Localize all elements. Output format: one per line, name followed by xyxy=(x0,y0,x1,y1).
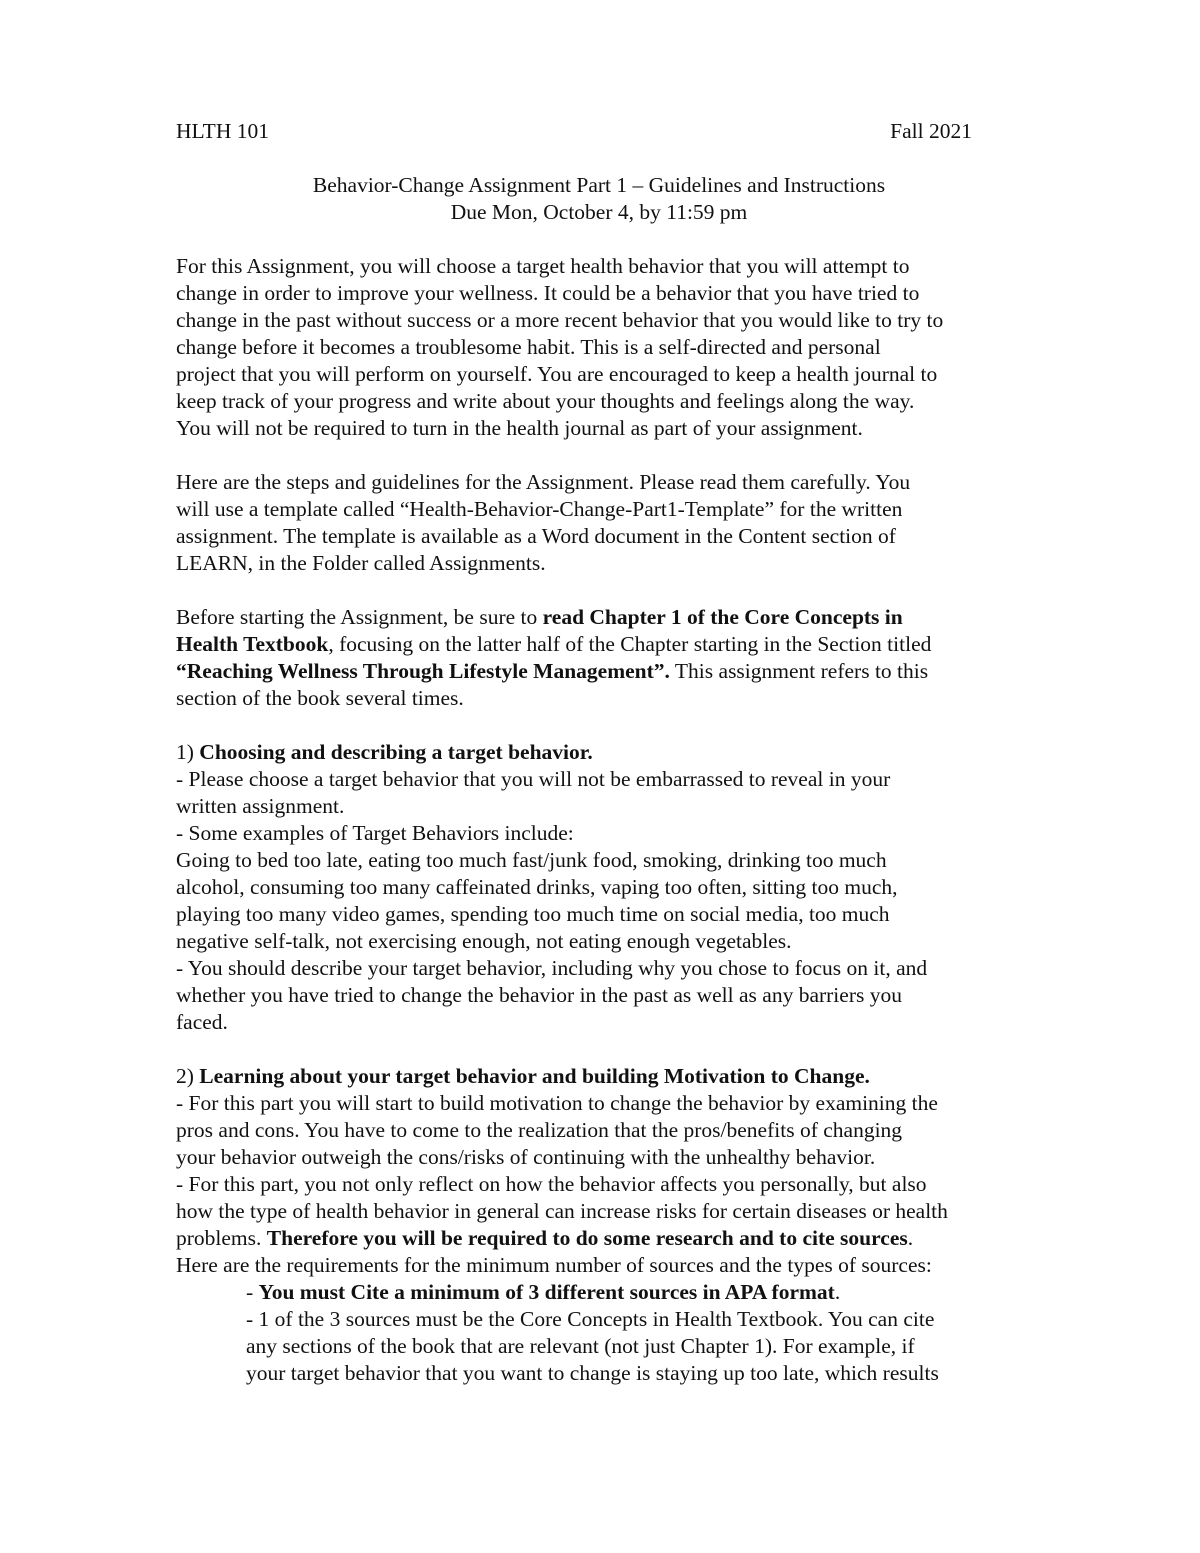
section-2-indented-line: your target behavior that you want to change is staying up too late, which results xyxy=(246,1361,939,1385)
before-paragraph xyxy=(176,604,1026,712)
section-1 xyxy=(176,739,1026,1036)
intro-line: project that you will perform on yourself. You are encouraged to keep a health journal to xyxy=(176,362,938,386)
before-line xyxy=(176,604,1026,631)
section-text: problems. xyxy=(176,1226,267,1250)
intro-line: keep track of your progress and write about your thoughts and feelings along the way. xyxy=(176,389,915,413)
before-line xyxy=(176,658,1026,685)
section-2-line: pros and cons. You have to come to the realization that the pros/benefits of changing xyxy=(176,1118,903,1142)
before-bold-text: Health Textbook xyxy=(176,632,329,656)
before-line xyxy=(176,631,1026,658)
intro-line: change in the past without success or a more recent behavior that you would like to try to xyxy=(176,308,944,332)
steps-line: Here are the steps and guidelines for the Assignment. Please read them carefully. You xyxy=(176,470,911,494)
section-number: 2) xyxy=(176,1064,200,1088)
section-1-line: - Some examples of Target Behaviors include: xyxy=(176,821,574,845)
section-2-line: Here are the requirements for the minimum number of sources and the types of sources: xyxy=(176,1253,932,1277)
due-date: Due Mon, October 4, by 11:59 pm xyxy=(450,200,748,224)
intro-paragraph xyxy=(176,253,1026,442)
section-2-indented-line: - 1 of the 3 sources must be the Core Concepts in Health Textbook. You can cite xyxy=(246,1307,935,1331)
before-bold-text: “Reaching Wellness Through Lifestyle Management”. xyxy=(176,659,670,683)
section-bold-text: You must Cite a minimum of 3 different sources in APA format xyxy=(258,1280,835,1304)
section-2 xyxy=(176,1063,1026,1387)
section-1-line: negative self-talk, not exercising enough, not eating enough vegetables. xyxy=(176,929,792,953)
section-number: 1) xyxy=(176,740,200,764)
before-line: section of the book several times. xyxy=(176,686,464,710)
term-label: Fall 2021 xyxy=(890,119,972,143)
document-header xyxy=(176,118,972,145)
document-title xyxy=(176,172,1022,226)
section-1-line: whether you have tried to change the behavior in the past as well as any barriers you xyxy=(176,983,902,1007)
section-1-line: Going to bed too late, eating too much fast/junk food, smoking, drinking too much xyxy=(176,848,887,872)
section-text: . xyxy=(834,1280,841,1304)
section-1-line: written assignment. xyxy=(176,794,345,818)
section-2-indented-line: any sections of the book that are relevant (not just Chapter 1). For example, if xyxy=(246,1334,915,1358)
section-heading-text: Choosing and describing a target behavior. xyxy=(199,740,593,764)
before-text: Before starting the Assignment, be sure to xyxy=(176,605,543,629)
steps-line: will use a template called “Health-Behavior-Change-Part1-Template” for the written xyxy=(176,497,903,521)
steps-paragraph xyxy=(176,469,1026,577)
title-main: Behavior-Change Assignment Part 1 – Guidelines and Instructions xyxy=(312,173,886,197)
before-text: , focusing on the latter half of the Chapter starting in the Section titled xyxy=(328,632,932,656)
intro-line: For this Assignment, you will choose a target health behavior that you will attempt to xyxy=(176,254,910,278)
document-page xyxy=(176,118,1026,1387)
section-2-line: how the type of health behavior in general can increase risks for certain diseases or health xyxy=(176,1199,948,1223)
intro-line: You will not be required to turn in the health journal as part of your assignment. xyxy=(176,416,863,440)
before-text: This assignment refers to this xyxy=(669,659,929,683)
section-1-line: - Please choose a target behavior that you will not be embarrassed to reveal in your xyxy=(176,767,891,791)
intro-line: change before it becomes a troublesome habit. This is a self-directed and personal xyxy=(176,335,881,359)
course-code: HLTH 101 xyxy=(176,119,269,143)
intro-line: change in order to improve your wellness. It could be a behavior that you have tried to xyxy=(176,281,920,305)
section-2-heading xyxy=(176,1063,1026,1090)
section-1-line: - You should describe your target behavior, including why you chose to focus on it, and xyxy=(176,956,928,980)
steps-line: assignment. The template is available as a Word document in the Content section of xyxy=(176,524,896,548)
section-2-indented-line xyxy=(176,1279,1026,1306)
section-1-line: playing too many video games, spending too much time on social media, too much xyxy=(176,902,890,926)
section-2-line: - For this part, you not only reflect on how the behavior affects you personally, but also xyxy=(176,1172,927,1196)
section-1-line: alcohol, consuming too many caffeinated drinks, vaping too often, sitting too much, xyxy=(176,875,898,899)
steps-line: LEARN, in the Folder called Assignments. xyxy=(176,551,546,575)
section-1-heading xyxy=(176,739,1026,766)
section-1-line: faced. xyxy=(176,1010,228,1034)
section-text: - xyxy=(246,1280,259,1304)
before-bold-text: read Chapter 1 of the Core Concepts in xyxy=(542,605,903,629)
section-bold-text: Therefore you will be required to do some research and to cite sources xyxy=(266,1226,908,1250)
section-text: . xyxy=(907,1226,914,1250)
section-heading-text: Learning about your target behavior and building Motivation to Change. xyxy=(199,1064,870,1088)
section-2-line: - For this part you will start to build motivation to change the behavior by examining the xyxy=(176,1091,938,1115)
section-2-line xyxy=(176,1225,1026,1252)
section-2-line: your behavior outweigh the cons/risks of continuing with the unhealthy behavior. xyxy=(176,1145,876,1169)
